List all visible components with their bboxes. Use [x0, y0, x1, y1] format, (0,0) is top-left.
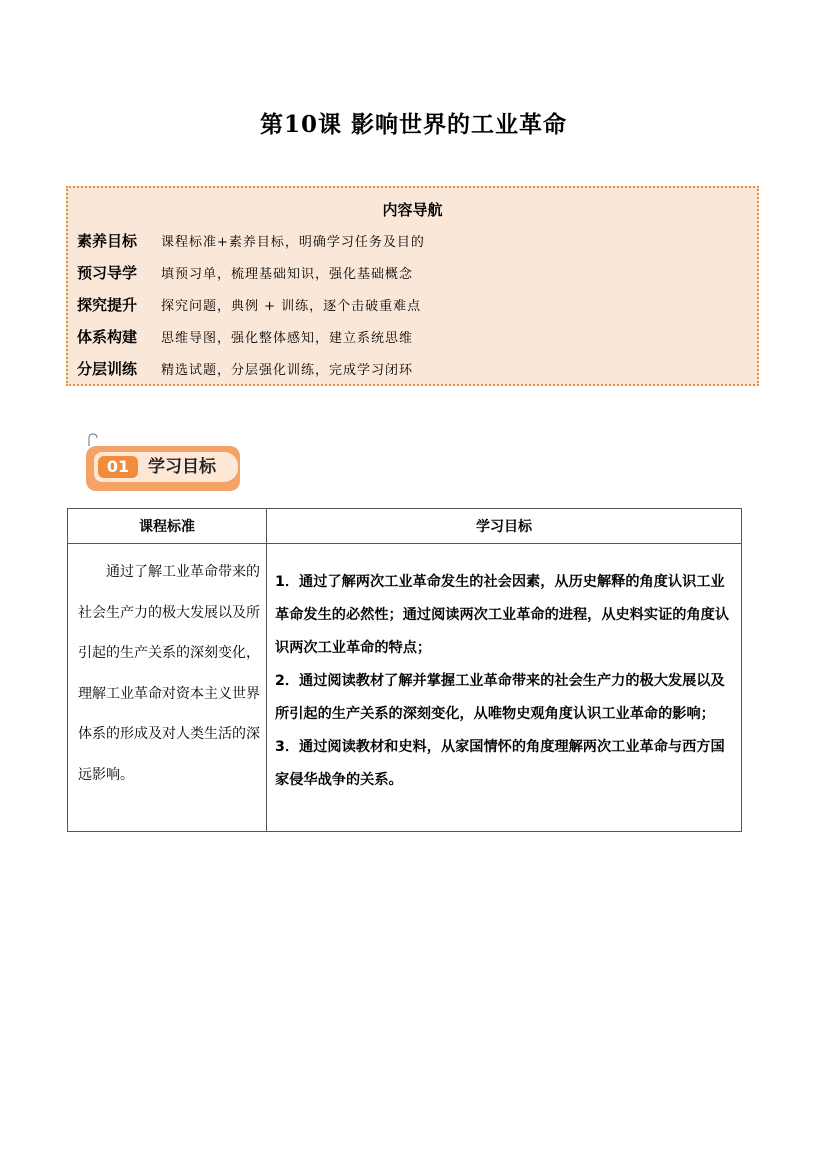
course-standard-text: 通过了解工业革命带来的社会生产力的极大发展以及所引起的生产关系的深刻变化，理解工业革命对资本主义世界体系的形成及对人类生活的深远影响。 [78, 564, 260, 783]
goal-item: 2．通过阅读教材了解并掌握工业革命带来的社会生产力的极大发展以及所引起的生产关系的深刻变化，从唯物史观角度认识工业革命的影响； [275, 673, 725, 722]
hook-icon [86, 433, 100, 447]
nav-label: 分层训练 [77, 359, 138, 378]
nav-desc: 精选试题，分层强化训练，完成学习闭环 [161, 362, 414, 378]
section-label: 学习目标 [148, 457, 216, 477]
badge-inner [94, 452, 238, 482]
nav-row [77, 260, 413, 284]
nav-label: 探究提升 [77, 295, 138, 314]
learning-goals-table [67, 508, 742, 832]
goals-cell [267, 544, 742, 832]
nav-desc: 探究问题，典例 + 训练，逐个击破重难点 [161, 298, 422, 314]
section-number: 01 [98, 456, 138, 478]
header-learning-goals: 学习目标 [267, 509, 742, 544]
nav-desc: 填预习单，梳理基础知识，强化基础概念 [161, 266, 414, 282]
goal-item: 1．通过了解两次工业革命发生的社会因素，从历史解释的角度认识工业革命发生的必然性；通过阅读两次工业革命的进程，从史料实证的角度认识两次工业革命的特点； [275, 574, 730, 656]
nav-row [77, 292, 421, 316]
section-badge [86, 446, 240, 491]
nav-desc: 思维导图，强化整体感知，建立系统思维 [161, 330, 414, 346]
table-row [68, 544, 742, 832]
nav-label: 预习导学 [77, 263, 138, 282]
page-title: 第10课 影响世界的工业革命 [259, 111, 567, 138]
nav-desc: 课程标准+素养目标，明确学习任务及目的 [161, 234, 425, 250]
content-navigation-box [66, 186, 759, 386]
nav-row [77, 356, 413, 380]
nav-title: 内容导航 [382, 201, 443, 219]
nav-row [77, 324, 413, 348]
goal-item: 3．通过阅读教材和史料，从家国情怀的角度理解两次工业革命与西方国家侵华战争的关系。 [275, 739, 725, 788]
nav-row [77, 228, 425, 252]
nav-label: 素养目标 [77, 231, 138, 250]
nav-label: 体系构建 [77, 327, 138, 346]
header-course-standard: 课程标准 [68, 509, 267, 544]
table-header-row [68, 509, 742, 544]
standard-cell [68, 544, 267, 832]
